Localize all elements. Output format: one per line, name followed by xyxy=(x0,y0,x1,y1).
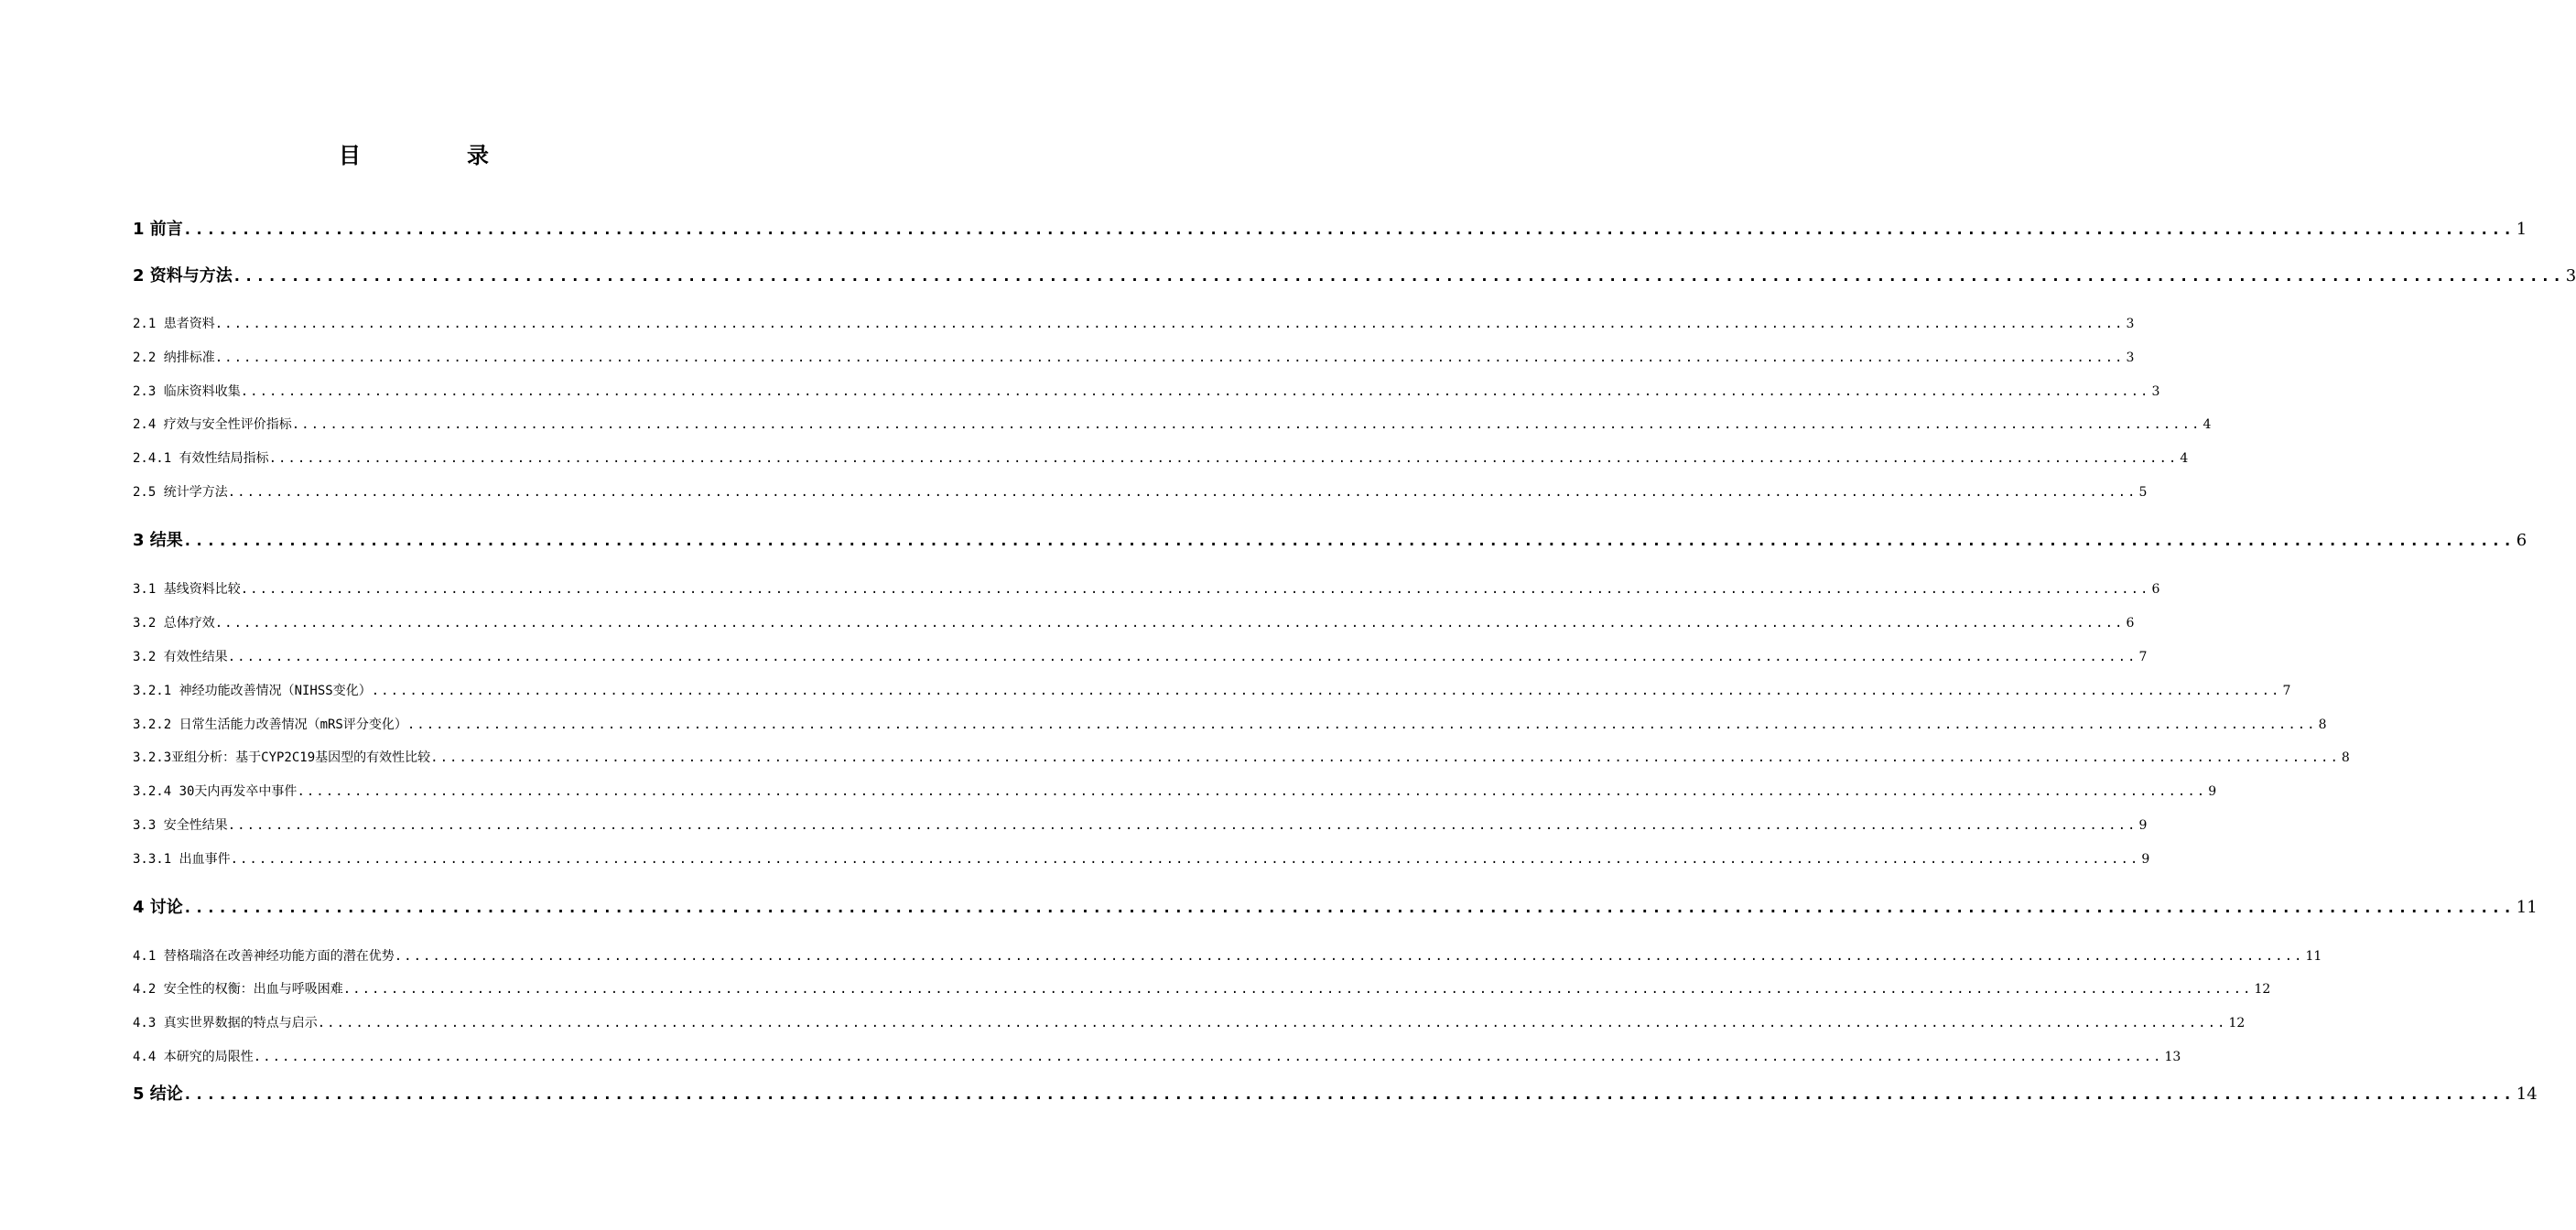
toc-entry-text: 4 讨论 xyxy=(133,898,183,917)
toc-page-number: 4 xyxy=(2180,451,2189,466)
toc-entry-text: 5 结论 xyxy=(133,1084,183,1104)
toc-entry-text: 3.2 总体疗效 xyxy=(133,616,215,631)
toc-page-number: 13 xyxy=(2164,1050,2181,1064)
toc-entry[interactable] xyxy=(133,647,2148,667)
toc-leader-dots: ........................................................................................................................................................................................................ xyxy=(182,1085,2515,1104)
toc-entry-text: 2.3 临床资料收集 xyxy=(133,384,241,399)
toc-entry-text: 2.4.1 有效性结局指标 xyxy=(133,451,269,466)
toc-leader-dots: ........................................................................................................................................................................................................ xyxy=(227,818,2138,833)
toc-page-number: 3 xyxy=(2126,351,2135,365)
toc-leader-dots: ........................................................................................................................................................................................................ xyxy=(214,616,2125,631)
toc-page-number: 9 xyxy=(2138,818,2148,833)
toc-entry-text: 3 结果 xyxy=(133,531,183,550)
toc-entry-text: 2.1 患者资料 xyxy=(133,317,215,331)
toc-entry-text: 2.2 纳排标准 xyxy=(133,351,215,365)
toc-entry[interactable] xyxy=(133,1047,2181,1067)
toc-entry[interactable] xyxy=(133,348,2135,368)
toc-entry[interactable] xyxy=(133,1013,2246,1033)
toc-leader-dots: ........................................................................................................................................................................................................ xyxy=(297,784,2207,799)
toc-entry[interactable] xyxy=(133,849,2150,869)
toc-entry-text: 3.2.1 神经功能改善情况（NIHSS变化） xyxy=(133,684,372,698)
toc-leader-dots: ........................................................................................................................................................................................................ xyxy=(394,949,2304,964)
toc-entry[interactable] xyxy=(133,946,2322,966)
toc-entry-text: 4.3 真实世界数据的特点与启示 xyxy=(133,1016,318,1030)
toc-page-number: 9 xyxy=(2141,852,2150,867)
toc-entry[interactable] xyxy=(133,815,2148,836)
toc-entry-text: 3.3 安全性结果 xyxy=(133,818,228,833)
toc-entry[interactable] xyxy=(133,979,2271,999)
toc-page-number: 14 xyxy=(2516,1084,2538,1104)
toc-entry[interactable] xyxy=(133,415,2212,435)
toc-page-number: 6 xyxy=(2151,582,2160,597)
toc-entry-text: 4.2 安全性的权衡：出血与呼吸困难 xyxy=(133,982,343,997)
toc-entry[interactable] xyxy=(133,482,2148,502)
toc-entry[interactable] xyxy=(133,782,2217,802)
toc-entry-text: 3.3.1 出血事件 xyxy=(133,852,231,867)
toc-entry[interactable] xyxy=(133,1081,2538,1105)
toc-entry[interactable] xyxy=(133,263,2576,286)
toc-leader-dots: ........................................................................................................................................................................................................ xyxy=(182,532,2515,550)
toc-leader-dots: ........................................................................................................................................................................................................ xyxy=(227,485,2138,500)
toc-entry[interactable] xyxy=(133,448,2189,469)
toc-entry-text: 1 前言 xyxy=(133,220,183,239)
toc-leader-dots: ........................................................................................................................................................................................................ xyxy=(232,267,2564,286)
toc-page-number: 3 xyxy=(2151,384,2160,399)
toc-entry[interactable] xyxy=(133,314,2135,334)
toc-entry-text: 2.4 疗效与安全性评价指标 xyxy=(133,417,292,432)
toc-entry-text: 3.2.3亚组分析：基于CYP2C19基因型的有效性比较 xyxy=(133,750,431,765)
toc-leader-dots: ........................................................................................................................................................................................................ xyxy=(430,750,2340,765)
toc-leader-dots: ........................................................................................................................................................................................................ xyxy=(268,451,2179,466)
toc-leader-dots: ........................................................................................................................................................................................................ xyxy=(182,899,2515,917)
toc-entry[interactable] xyxy=(133,715,2327,735)
toc-entry-text: 4.1 替格瑞洛在改善神经功能方面的潜在优势 xyxy=(133,949,395,964)
toc-leader-dots: ........................................................................................................................................................................................................ xyxy=(317,1016,2227,1030)
toc-page-number: 3 xyxy=(2565,266,2576,286)
toc-entry-text: 3.1 基线资料比较 xyxy=(133,582,241,597)
toc-page-number: 12 xyxy=(2254,982,2271,997)
toc-entry[interactable] xyxy=(133,382,2160,402)
toc-leader-dots: ........................................................................................................................................................................................................ xyxy=(371,684,2281,698)
toc-entry-text: 2.5 统计学方法 xyxy=(133,485,228,500)
toc-page-number: 11 xyxy=(2305,949,2322,964)
toc-page-number: 12 xyxy=(2228,1016,2246,1030)
toc-page-number: 11 xyxy=(2516,898,2538,917)
toc-entry-text: 3.2.2 日常生活能力改善情况（mRS评分变化） xyxy=(133,718,407,732)
toc-page-number: 1 xyxy=(2516,220,2527,239)
toc-leader-dots: ........................................................................................................................................................................................................ xyxy=(291,417,2202,432)
toc-page-number: 5 xyxy=(2138,485,2148,500)
toc-entry[interactable] xyxy=(133,579,2160,599)
toc-page-number: 4 xyxy=(2203,417,2212,432)
toc-entry-text: 4.4 本研究的局限性 xyxy=(133,1050,254,1064)
toc-leader-dots: ........................................................................................................................................................................................................ xyxy=(253,1050,2163,1064)
toc-leader-dots: ........................................................................................................................................................................................................ xyxy=(214,317,2125,331)
toc-leader-dots: ........................................................................................................................................................................................................ xyxy=(214,351,2125,365)
toc-page-number: 7 xyxy=(2138,650,2148,664)
toc-entry[interactable] xyxy=(133,681,2291,701)
toc-leader-dots: ........................................................................................................................................................................................................ xyxy=(342,982,2253,997)
toc-leader-dots: ........................................................................................................................................................................................................ xyxy=(240,582,2150,597)
toc-entry-text: 2 资料与方法 xyxy=(133,266,233,286)
toc-entry[interactable] xyxy=(133,748,2350,768)
toc-entry[interactable] xyxy=(133,613,2135,633)
toc-page-number: 6 xyxy=(2516,531,2527,550)
toc-title: 目 录 xyxy=(339,143,531,168)
toc-leader-dots: ........................................................................................................................................................................................................ xyxy=(182,221,2515,239)
toc-page-number: 9 xyxy=(2208,784,2217,799)
toc-page-number: 7 xyxy=(2282,684,2291,698)
toc-entry-text: 3.2.4 30天内再发卒中事件 xyxy=(133,784,298,799)
toc-entry[interactable] xyxy=(133,216,2527,240)
toc-page-number: 8 xyxy=(2341,750,2350,765)
toc-entry-text: 3.2 有效性结果 xyxy=(133,650,228,664)
toc-page-number: 3 xyxy=(2126,317,2135,331)
toc-page-number: 6 xyxy=(2126,616,2135,631)
toc-entry[interactable] xyxy=(133,894,2538,918)
toc-leader-dots: ........................................................................................................................................................................................................ xyxy=(406,718,2317,732)
toc-leader-dots: ........................................................................................................................................................................................................ xyxy=(227,650,2138,664)
toc-page-number: 8 xyxy=(2318,718,2327,732)
toc-entry[interactable] xyxy=(133,527,2527,551)
toc-leader-dots: ........................................................................................................................................................................................................ xyxy=(240,384,2150,399)
toc-leader-dots: ........................................................................................................................................................................................................ xyxy=(230,852,2140,867)
